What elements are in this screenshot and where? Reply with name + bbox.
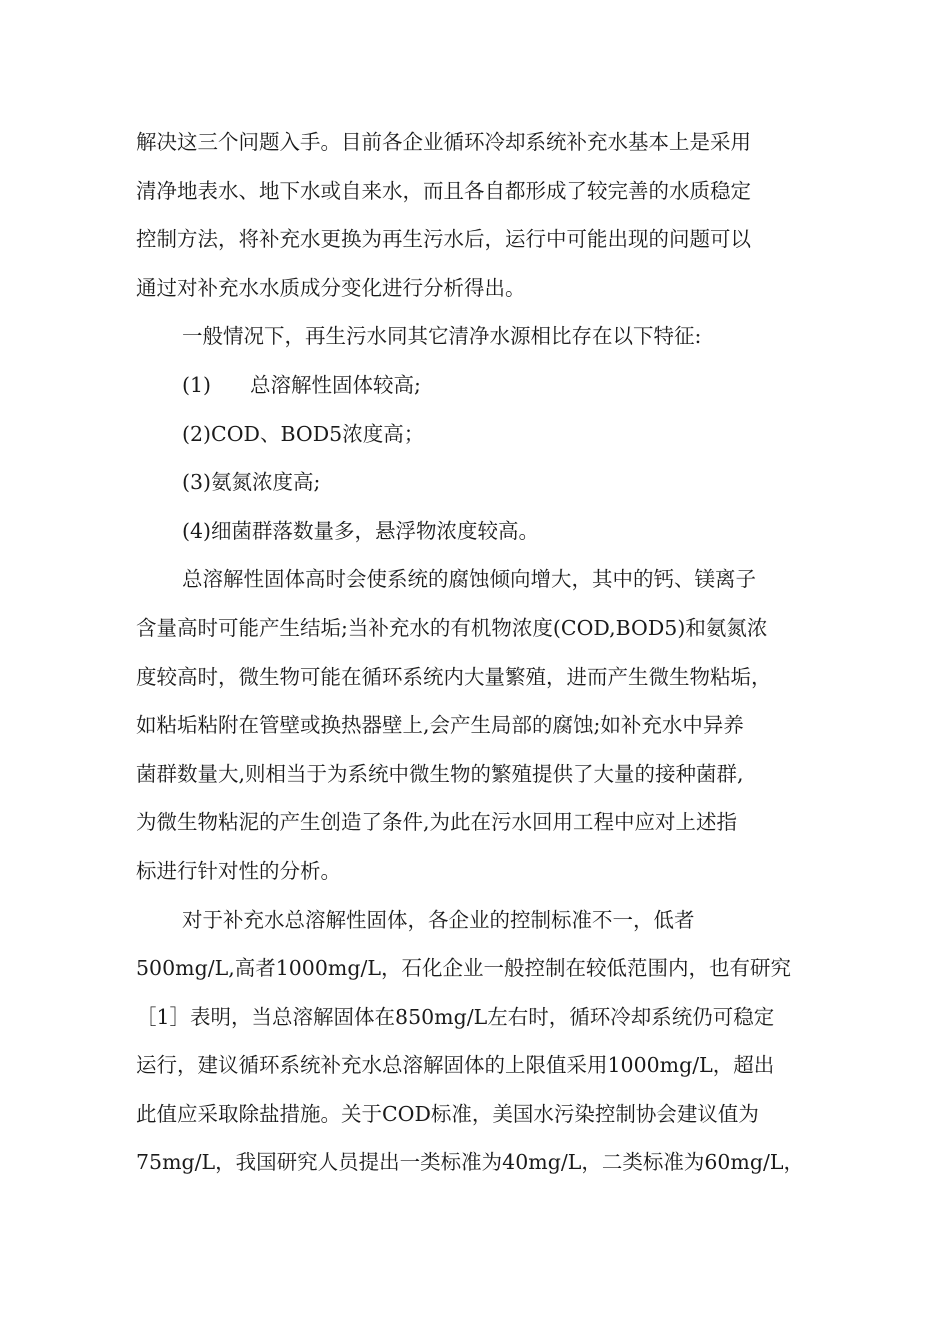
text-line: 度较高时，微生物可能在循环系统内大量繁殖，进而产生微生物粘垢，: [136, 664, 772, 689]
list-item-4: [136, 507, 826, 556]
text-line: 此值应采取除盐措施。关于COD标准，美国水污染控制协会建议值为: [136, 1101, 759, 1126]
text-line: 为微生物粘泥的产生创造了条件,为此在污水回用工程中应对上述指: [136, 810, 738, 835]
list-item-2: [136, 410, 826, 459]
text-line: 通过对补充水水质成分变化进行分析得出。: [136, 275, 526, 300]
text-line: 含量高时可能产生结垢;当补充水的有机物浓度(COD,BOD5)和氨氮浓: [136, 615, 768, 640]
text-line: 一般情况下，再生污水同其它清净水源相比存在以下特征:: [182, 324, 702, 349]
text-line: (3)氨氮浓度高;: [182, 470, 321, 495]
text-line: ［1］表明，当总溶解固体在850mg/L左右时，循环冷却系统仍可稳定: [136, 1004, 775, 1029]
text-line: (2)COD、BOD5浓度高；: [182, 421, 425, 446]
paragraph-control-standards: [136, 896, 826, 1188]
text-line: 控制方法，将补充水更换为再生污水后，运行中可能出现的问题可以: [136, 227, 751, 252]
text-line: [136, 361, 826, 410]
document-body: [136, 118, 826, 1187]
text-line: 75mg/L，我国研究人员提出一类标准为40mg/L，二类标准为60mg/L，: [136, 1150, 805, 1175]
text-line: 500mg/L,高者1000mg/L，石化企业一般控制在较低范围内，也有研究: [136, 956, 791, 981]
text-line: 菌群数量大,则相当于为系统中微生物的繁殖提供了大量的接种菌群,: [136, 761, 744, 786]
text-line: 标进行针对性的分析。: [136, 858, 341, 883]
list-item-number: (1): [182, 372, 212, 397]
list-item-text: 总溶解性固体较高;: [250, 372, 421, 397]
text-line: 运行，建议循环系统补充水总溶解固体的上限值采用1000mg/L，超出: [136, 1053, 775, 1078]
text-line: 总溶解性固体高时会使系统的腐蚀倾向增大，其中的钙、镁离子: [182, 567, 756, 592]
text-line: 如粘垢粘附在管壁或换热器壁上,会产生局部的腐蚀;如补充水中异养: [136, 713, 744, 738]
text-line: 清净地表水、地下水或自来水，而且各自都形成了较完善的水质稳定: [136, 178, 751, 203]
text-line: 对于补充水总溶解性固体，各企业的控制标准不一，低者: [182, 907, 695, 932]
paragraph-features-intro: [136, 312, 826, 361]
paragraph-problem-analysis: [136, 118, 826, 312]
text-line: 解决这三个问题入手。目前各企业循环冷却系统补充水基本上是采用: [136, 130, 751, 154]
text-line: (4)细菌群落数量多，悬浮物浓度较高。: [182, 518, 540, 543]
list-item-3: [136, 458, 826, 507]
list-item-1: [136, 361, 826, 410]
paragraph-dissolved-solids-effects: [136, 555, 826, 895]
